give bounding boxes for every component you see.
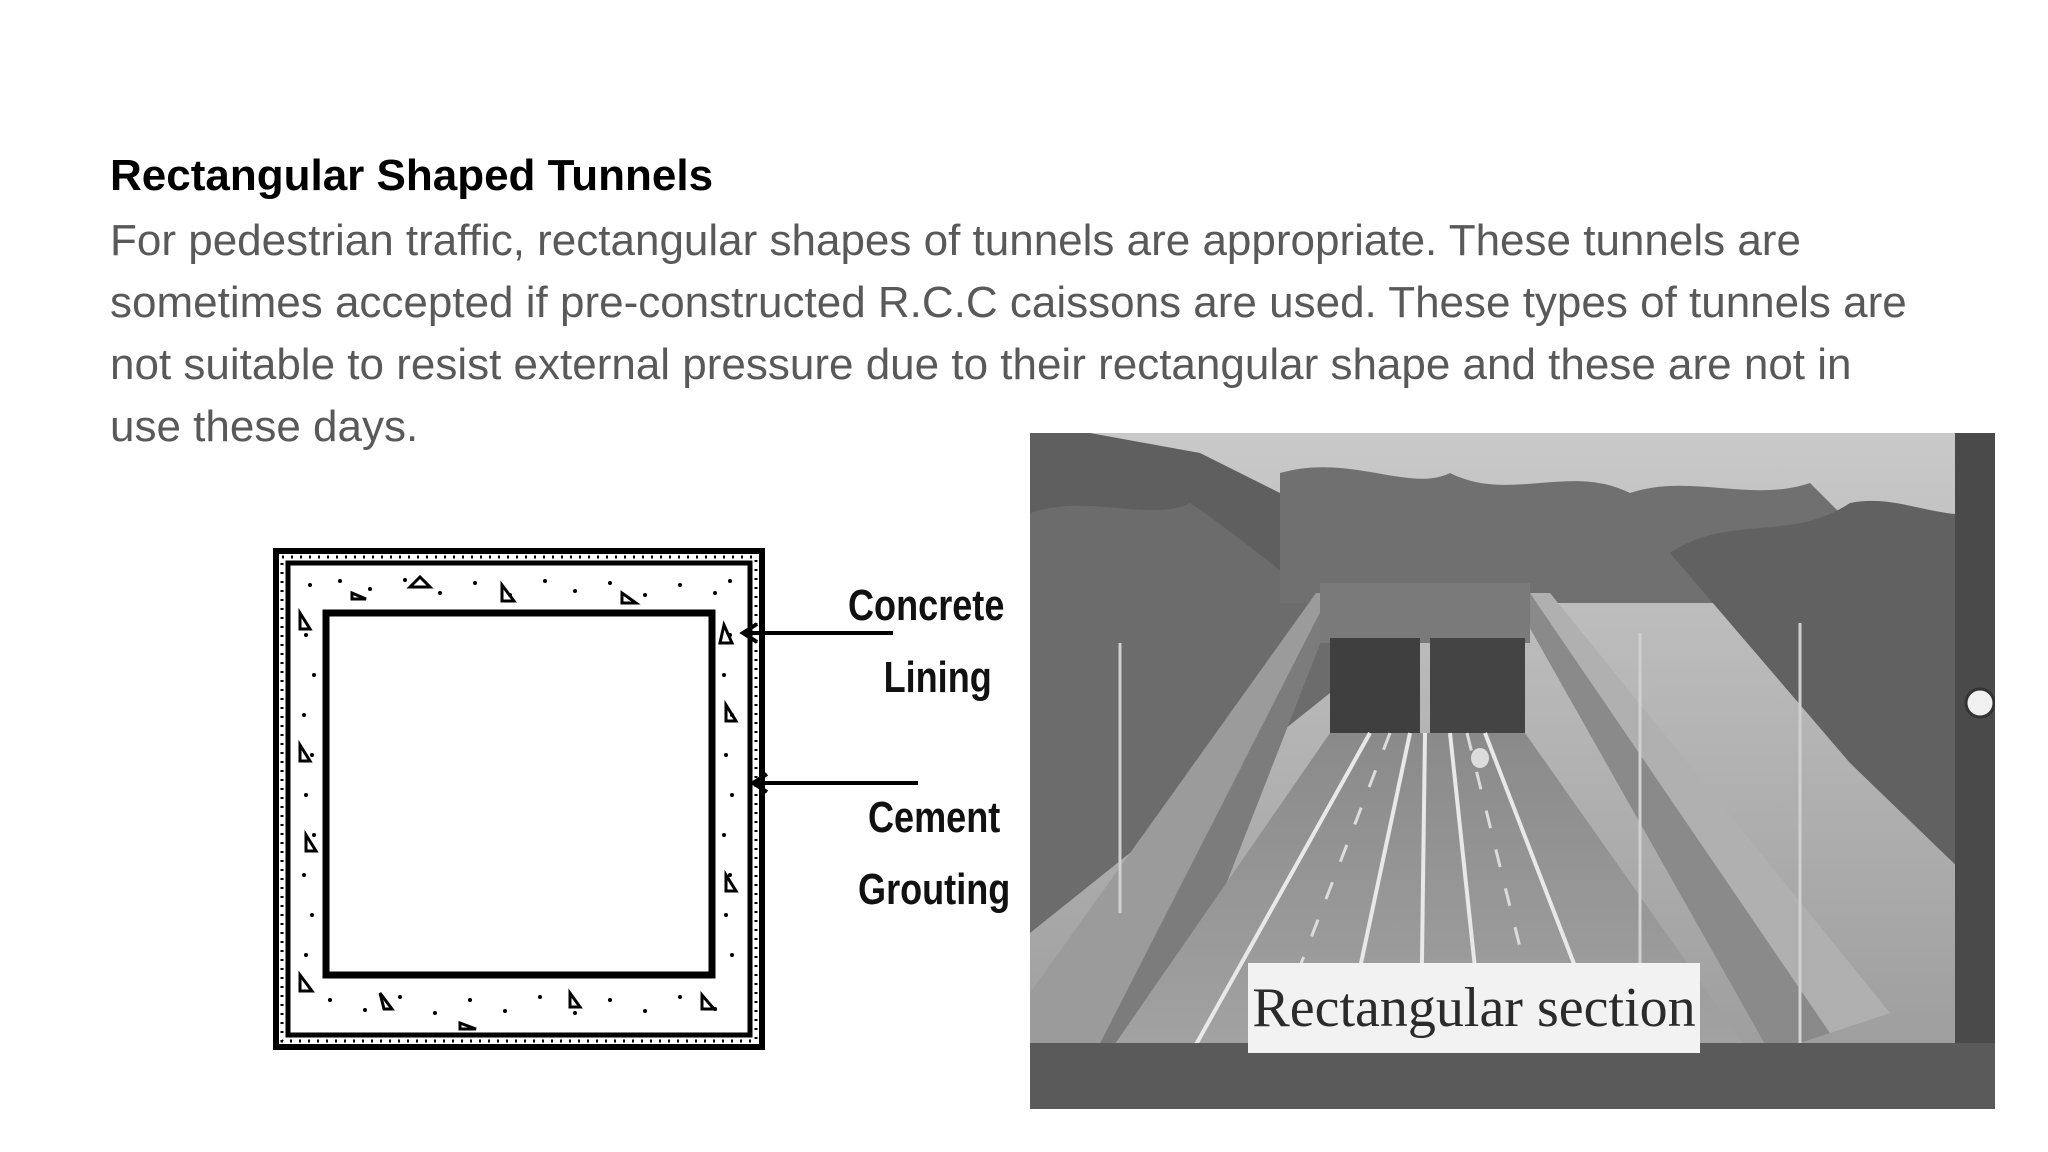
tunnel-photo [1030, 433, 1995, 1109]
body-line-1: For pedestrian traffic, rectangular shapes of tunnels are appropriate. These tunnels are [110, 216, 1801, 265]
concrete-lining-label-line2: Lining [883, 653, 992, 702]
cement-grouting-label [858, 782, 1010, 926]
body-line-4: use these days. [110, 402, 419, 451]
concrete-lining-label [848, 570, 1004, 714]
body-line-2: sometimes accepted if pre-constructed R.C.C caissons are used. These types of tunnels are [110, 278, 1907, 327]
cross-section-svg [270, 545, 770, 1055]
cement-grouting-label-line2: Grouting [858, 865, 1011, 914]
photo-caption: Rectangular section [1248, 963, 1700, 1053]
body-line-3: not suitable to resist external pressure due to their rectangular shape and these are not in [110, 340, 1852, 389]
cement-grouting-label-line1: Cement [867, 793, 1001, 842]
slide-body-text [110, 210, 2010, 458]
concrete-lining-label-line1: Concrete [848, 581, 1005, 630]
tunnel-opening [326, 613, 712, 975]
tunnel-cross-section-diagram [270, 545, 770, 1055]
slide-heading: Rectangular Shaped Tunnels [110, 151, 714, 200]
